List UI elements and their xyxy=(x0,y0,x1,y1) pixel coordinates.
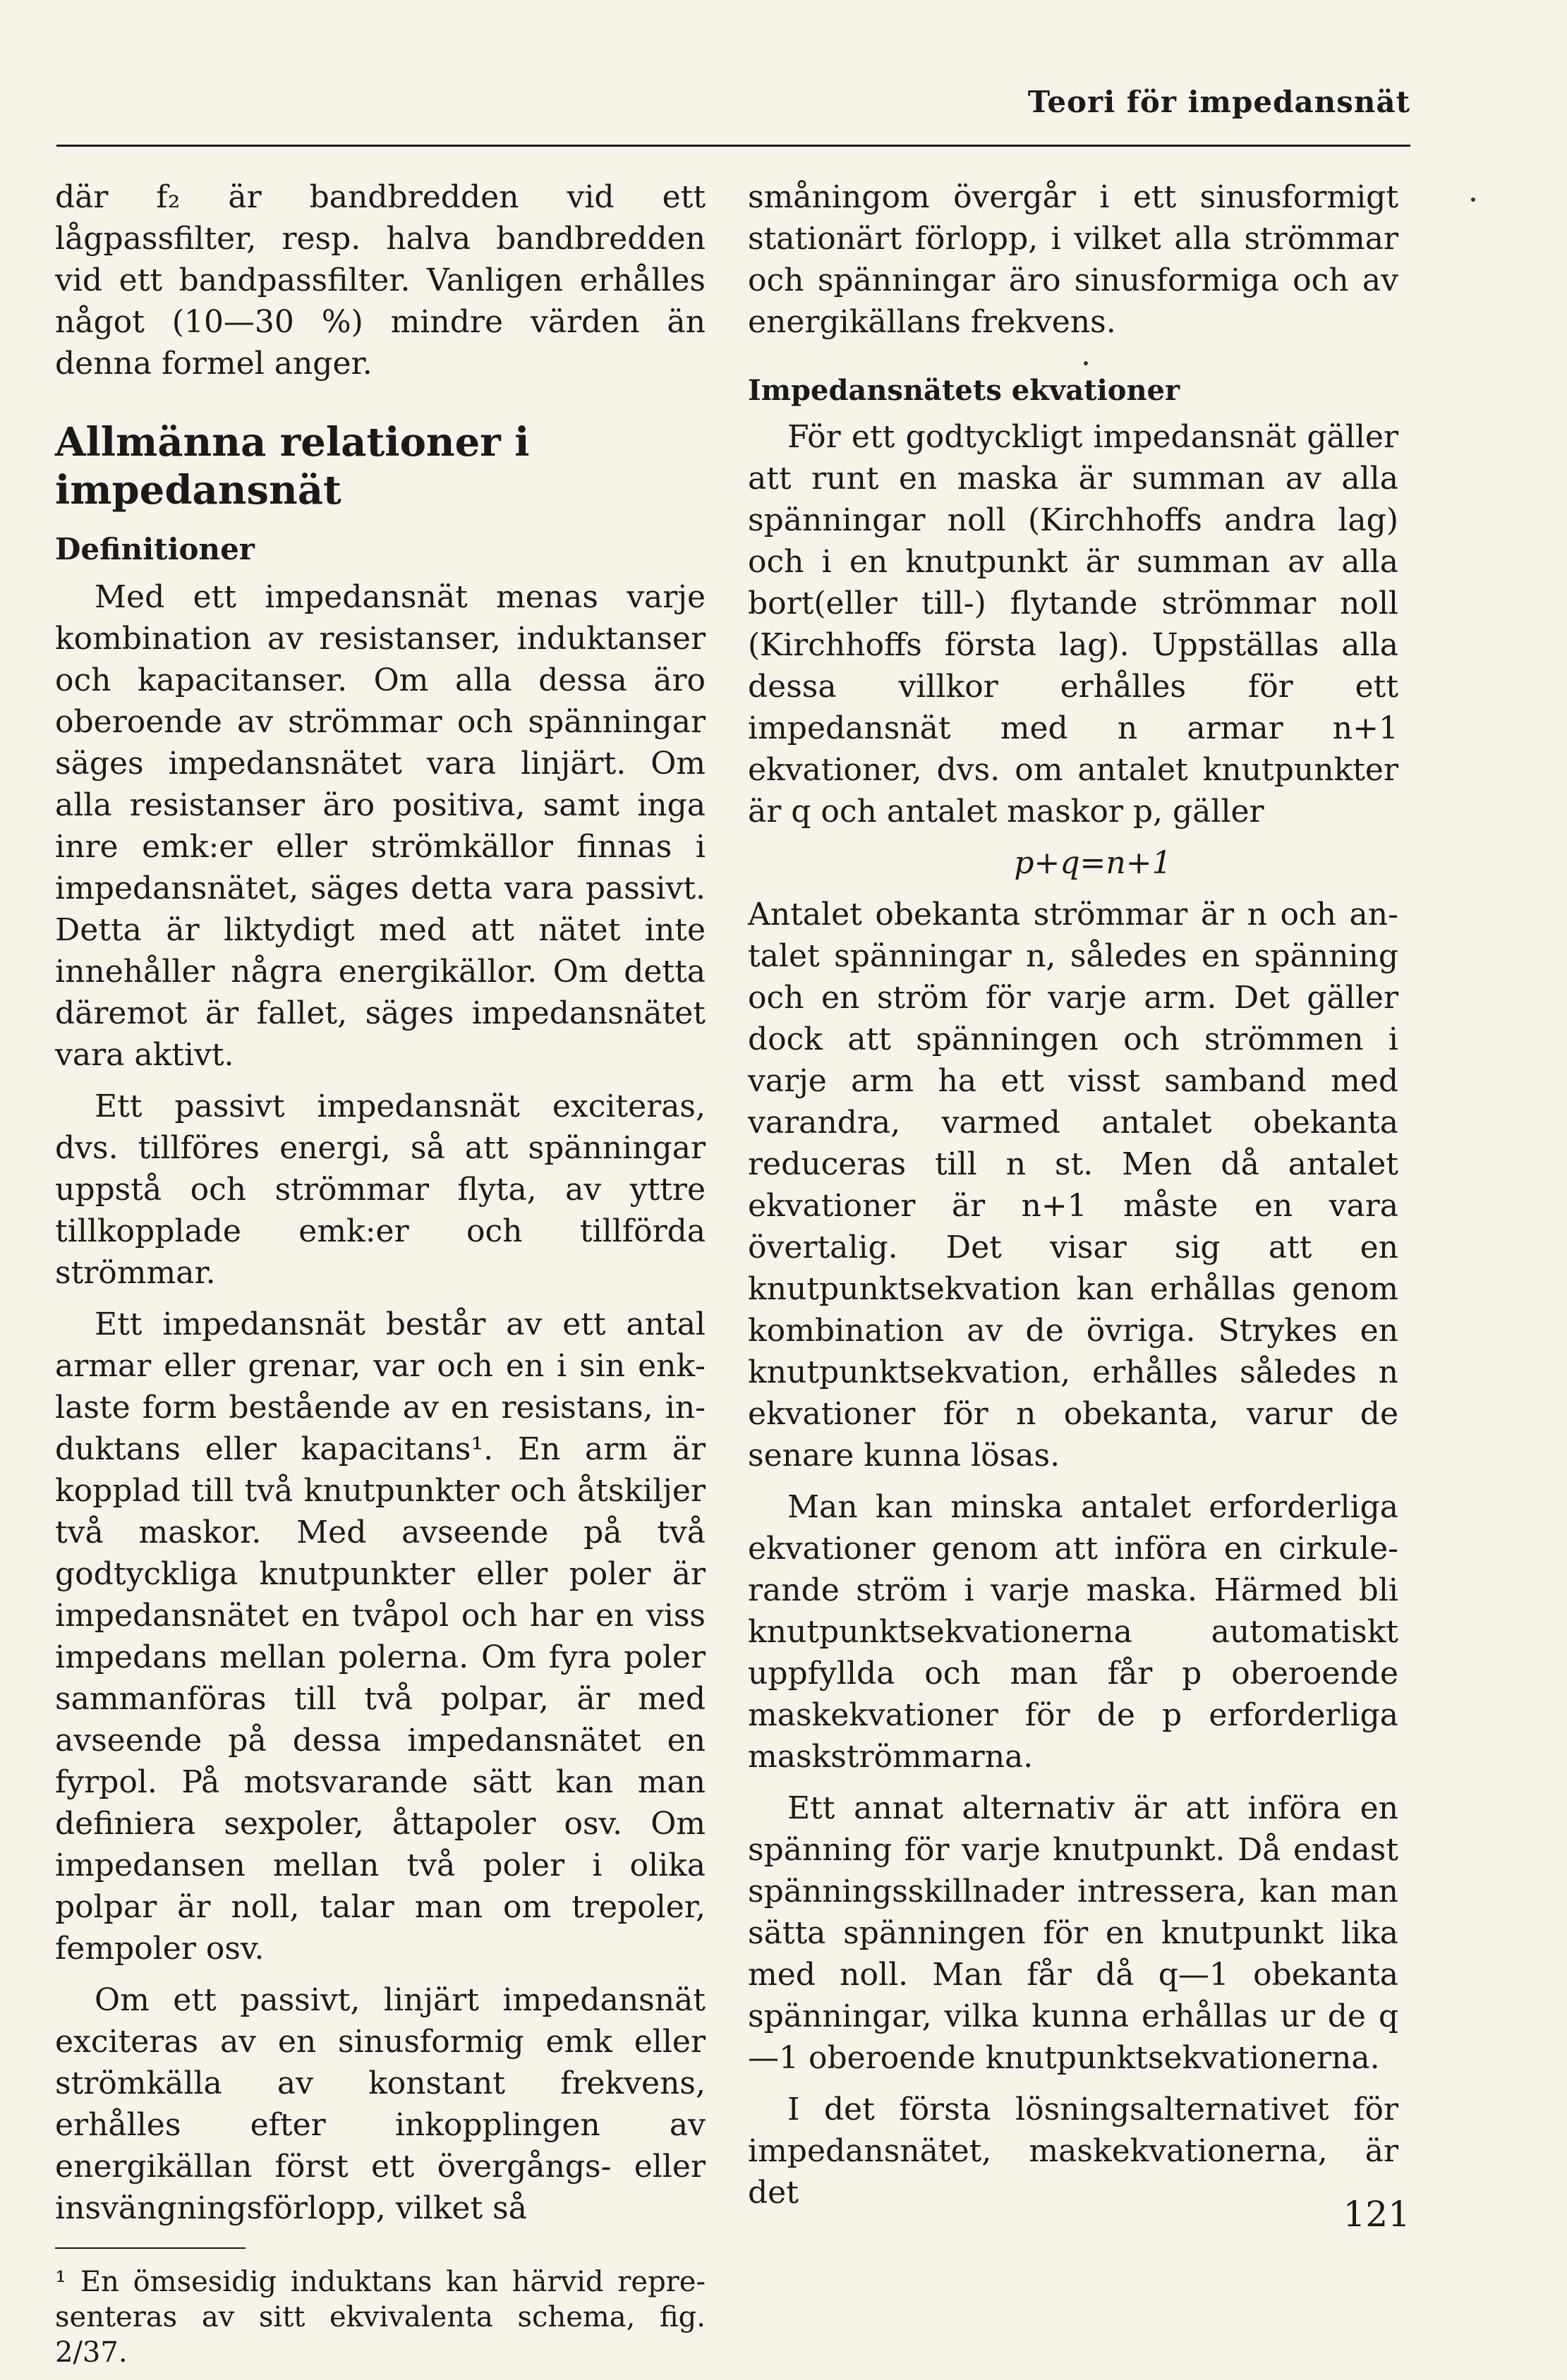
paragraph-passive-excitation: Ett passivt impedansnät exciteras, dvs. tillföres energi, så att spänningar uppstå och strömmar flyta, av yttre tillkopplade emk:er och tillförda strömmar. xyxy=(55,1088,706,1291)
paragraph-mesh-currents: Man kan minska antalet erforderliga ekvationer genom att införa en cirkulerande ström i varje maska. Härmed bli knutpunktsekvationerna automatiskt uppfyllda och man får p oberoende maskekvationer för de p erforderliga maskströmmarna. xyxy=(748,1489,1398,1775)
right-column xyxy=(748,176,1398,2223)
page-number: 121 xyxy=(1343,2194,1410,2235)
formula: p+q=n+1 xyxy=(1014,845,1172,881)
subsection-title-definitions: Definitioner xyxy=(55,532,255,566)
header-rule xyxy=(56,145,1410,147)
paragraph-definition: Med ett impedansnät menas varje kombination av resistanser, induktanser och kapacitanser. Om alla dessa äro oberoende av strömmar och spänningar säges impedansnätet vara linjärt. Om alla resistanser äro positiva, samt inga inre emk:er eller strömkällor finnas i impedansnätet, säges detta vara passivt. Detta är liktydigt med att nätet inte innehåller några energikällor. Om detta däremot är fallet, säges impedansnätet vara aktivt. xyxy=(55,579,706,1073)
paragraph-arms-and-poles: Ett impedansnät består av ett antal armar eller grenar, var och en i sin enklaste form bestående av en resistans, induktans eller kapacitans¹. En arm är kopplad till två knutpunkter och åtskiljer två maskor. Med avseende på två godtyckliga knutpunkter eller poler är impedansnätet en tvåpol och har en viss impedans mellan polerna. Om fyra poler sammanföras till två polpar, är med avseende på dessa impedansnätet en fyrpol. På motsvarande sätt kan man definiera sexpoler, åttapoler osv. Om impedansen mellan två poler i olika polpar är noll, talar man om trepoler, fempoler osv. xyxy=(55,1306,706,1967)
continuation-paragraph: småningom övergår i ett sinusformigt stationärt förlopp, i vilket alla strömmar och spänningar äro sinusformiga och av energikällans frekvens. xyxy=(748,179,1398,340)
footnote-rule xyxy=(55,2247,246,2249)
section-title: Allmänna relationer i impedansnät xyxy=(55,419,530,514)
left-column xyxy=(55,176,706,2380)
print-speck xyxy=(1084,361,1088,365)
running-title: Teori för impedansnät xyxy=(1027,85,1410,119)
print-speck xyxy=(1471,198,1475,202)
footnote: ¹ En ömsesidig induktans kan härvid representeras av sitt ekvivalenta schema, fig. 2/37. xyxy=(55,2266,706,2369)
intro-paragraph: där f₂ är bandbredden vid ett lågpassfilter, resp. halva bandbredden vid ett bandpassfilter. Vanligen erhålles något (10—30 %) mindre värden än denna formel anger. xyxy=(55,179,706,382)
subsection-title-equations: Impedansnätets ekvationer xyxy=(748,374,1180,407)
paragraph-first-alternative: I det första lösningsalternativet för impedansnätet, maskekvationerna, är det xyxy=(748,2091,1398,2211)
paragraph-sinusoidal-excitation: Om ett passivt, linjärt impedansnät exciteras av en sinusformig emk eller strömkälla av konstant frekvens, erhålles efter inkopplingen av energikällan först ett övergångs- eller insvängningsförlopp, vilket så xyxy=(55,1982,706,2226)
paragraph-kirchhoff: För ett godtyckligt impedansnät gäller att runt en maska är summan av alla spänningar noll (Kirchhoffs andra lag) och i en knutpunkt är summan av alla bort(eller till-) flytande strömmar noll (Kirchhoffs första lag). Uppställas alla dessa villkor erhålles för ett impedansnät med n armar n+1 ekvationer, dvs. om antalet knutpunkter är q och antalet maskor p, gäller xyxy=(748,419,1398,830)
paragraph-unknowns: Antalet obekanta strömmar är n och antalet spänningar n, således en spänning och en ström för varje arm. Det gäller dock att spänningen och strömmen i varje arm ha ett visst samband med varandra, varmed antalet obekanta reduceras till n st. Men då antalet ekvationer är n+1 måste en vara övertalig. Det visar sig att en knutpunktsekvation kan erhållas genom kombination av de övriga. Strykes en knutpunktsekvation, erhålles således n ekvationer för n obekanta, varur de senare kunna lösas. xyxy=(748,897,1398,1474)
paragraph-node-voltages: Ett annat alternativ är att införa en spänning för varje knutpunkt. Då endast spänningsskillnader intressera, kan man sätta spänningen för en knutpunkt lika med noll. Man får då q—1 obekanta spänningar, vilka kunna erhållas ur de q—1 oberoende knutpunktsekvationerna. xyxy=(748,1790,1398,2076)
